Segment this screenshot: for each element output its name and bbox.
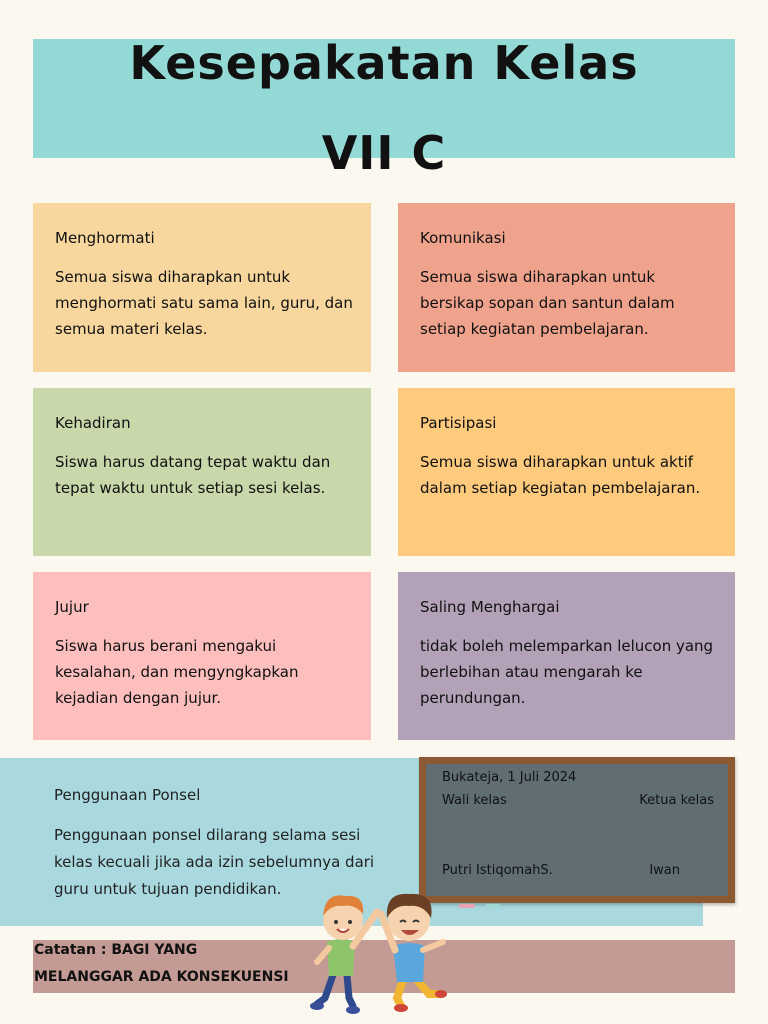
card-text: Semua siswa diharapkan untuk bersikap sopan dan santun dalam setiap kegiatan pembelajaran. — [420, 268, 675, 338]
card-heading: Kehadiran — [55, 414, 131, 432]
phone-rule-text: Penggunaan ponsel dilarang selama sesi kelas kecuali jika ada izin sebelumnya dari guru untuk tujuan pendidikan. — [54, 826, 375, 898]
chalkboard — [419, 757, 735, 903]
chalk-piece — [459, 904, 475, 908]
card-saling-menghargai — [398, 572, 735, 740]
class-leader-label: Ketua kelas — [639, 793, 714, 808]
page-title: Kesepakatan Kelas — [129, 36, 639, 90]
card-text: Siswa harus datang tepat waktu dan tepat waktu untuk setiap sesi kelas. — [55, 453, 331, 497]
class-name: VII C — [321, 126, 447, 180]
right-kid — [381, 894, 447, 1012]
card-heading: Saling Menghargai — [420, 598, 560, 616]
note-line-1: Catatan : BAGI YANG — [34, 942, 198, 958]
card-kehadiran — [33, 388, 371, 556]
card-heading: Jujur — [55, 598, 89, 616]
chalk-piece — [485, 904, 501, 908]
card-heading: Komunikasi — [420, 229, 506, 247]
card-menghormati — [33, 203, 371, 372]
place-date: Bukateja, 1 Juli 2024 — [442, 770, 577, 785]
card-text: Semua siswa diharapkan untuk menghormati satu sama lain, guru, dan semua materi kelas. — [55, 268, 353, 338]
kids-high-five-illustration — [305, 870, 455, 1015]
phone-rule-heading: Penggunaan Ponsel — [54, 786, 201, 804]
chalkboard-surface — [426, 764, 728, 896]
card-text: Semua siswa diharapkan untuk aktif dalam setiap kegiatan pembelajaran. — [420, 453, 701, 497]
left-kid — [310, 895, 377, 1014]
card-text: Siswa harus berani mengakui kesalahan, dan mengyngkapkan kejadian dengan jujur. — [55, 637, 299, 707]
card-komunikasi — [398, 203, 735, 372]
card-partisipasi — [398, 388, 735, 556]
class-leader-name: Iwan — [649, 863, 680, 878]
card-jujur — [33, 572, 371, 740]
note-line-2: MELANGGAR ADA KONSEKUENSI — [34, 969, 289, 985]
homeroom-teacher-name: Putri IstiqomahS. — [442, 863, 553, 878]
card-text: tidak boleh melemparkan lelucon yang berlebihan atau mengarah ke perundungan. — [420, 637, 714, 707]
card-heading: Partisipasi — [420, 414, 497, 432]
homeroom-teacher-label: Wali kelas — [442, 793, 507, 808]
card-heading: Menghormati — [55, 229, 155, 247]
